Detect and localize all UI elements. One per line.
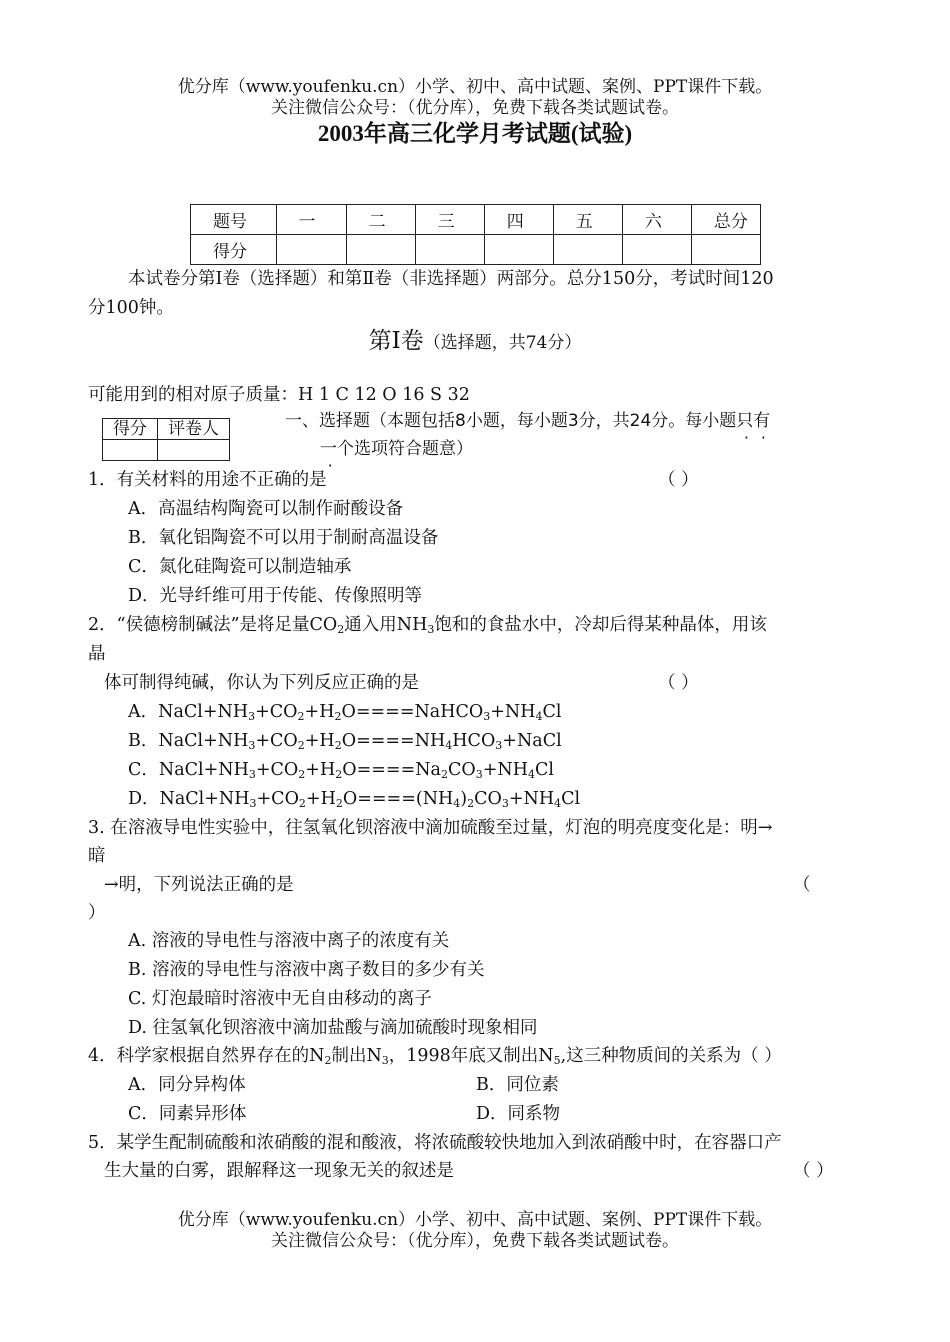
score-entry-cell[interactable] [415, 235, 484, 265]
formula-part: NaCl+NH [158, 731, 249, 751]
grader-score-entry[interactable] [103, 440, 158, 461]
header-line-1: 优分库（www.youfenku.cn）小学、初中、高中试题、案例、PPT课件下载。 [177, 77, 773, 97]
q4-stem-part: ，1998年底又制出N [388, 1046, 554, 1066]
subscript: 3 [248, 768, 256, 781]
subscript: 4 [453, 797, 461, 810]
option-label: B． [128, 731, 159, 751]
subscript: 2 [440, 768, 448, 781]
q2-stem-part: 2．“侯德榜制碱法”是将足量CO [88, 615, 338, 635]
formula-part: +H [304, 731, 335, 751]
subscript: 2 [297, 710, 305, 723]
score-entry-cell[interactable] [346, 235, 415, 265]
score-entry-cell[interactable] [276, 235, 346, 265]
equals-sign: ==== [357, 789, 416, 809]
q2-stem-part: 饱和的食盐水中，冷却后得某种晶体，用该 [434, 615, 767, 635]
subscript: 5 [553, 1054, 561, 1067]
q1-option-d: D．光导纤维可用于传能、传像照明等 [128, 586, 423, 606]
q2-stem-part: 通入用NH [344, 615, 428, 635]
q4-option-d: D．同系物 [476, 1104, 561, 1124]
q1-option-b: B．氧化铝陶瓷不可以用于制耐高温设备 [128, 528, 439, 548]
formula-part: +NaCl [502, 731, 562, 751]
subscript: 2 [467, 797, 475, 810]
footer-line-2: 关注微信公众号：（优分库），免费下载各类试题试卷。 [271, 1231, 679, 1251]
q4-option-a: A．同分异构体 [128, 1075, 246, 1095]
subscript: 2 [337, 623, 345, 636]
formula-part: (NH [415, 789, 454, 809]
intro-line-1: 本试卷分第Ⅰ卷（选择题）和第Ⅱ卷（非选择题）两部分。总分150分，考试时间120 [128, 269, 774, 289]
subscript: 2 [335, 797, 343, 810]
formula-part: +H [304, 702, 335, 722]
subscript: 3 [475, 768, 483, 781]
formula-part: O [342, 789, 358, 809]
formula-part: +H [305, 789, 336, 809]
formula-part: +CO [255, 760, 299, 780]
q2-option-b [128, 728, 562, 759]
formula-part: NaHCO [414, 702, 484, 722]
formula-part: NaCl+NH [158, 760, 249, 780]
q2-option-d [128, 786, 580, 817]
grader-score-label: 得分 [103, 419, 158, 440]
subscript: 4 [535, 710, 543, 723]
subscript: 2 [334, 710, 342, 723]
subscript: 2 [297, 739, 305, 752]
q3-option-c: C. 灯泡最暗时溶液中无自由移动的离子 [128, 989, 432, 1009]
q1-answer-paren[interactable]: （ ） [658, 470, 699, 490]
q5-stem: 5．某学生配制硫酸和浓硝酸的混和酸液，将浓硫酸较快地加入到浓硝酸中时，在容器口产 [88, 1133, 782, 1153]
subscript: 4 [445, 739, 453, 752]
subscript: 3 [249, 797, 257, 810]
subscript: 2 [298, 768, 306, 781]
q2-option-c [128, 757, 554, 788]
grader-name-entry[interactable] [158, 440, 230, 461]
score-table-cell: 总分 [691, 205, 760, 235]
page-title: 2003年高三化学月考试题(试验) [317, 121, 633, 146]
q2-stem-line-2: 体可制得纯碱，你认为下列反应正确的是 [104, 673, 419, 693]
q5-answer-paren[interactable]: （ ） [793, 1161, 834, 1181]
score-table-cell: 四 [484, 205, 553, 235]
formula-part: Na [415, 760, 441, 780]
q3-option-a: A. 溶液的导电性与溶液中离子的浓度有关 [128, 931, 450, 951]
subscript: 2 [335, 768, 343, 781]
q4-stem-part: 4．科学家根据自然界存在的N [88, 1046, 325, 1066]
formula-part: CO [474, 789, 502, 809]
q1-stem: 1．有关材料的用途不正确的是 [88, 470, 327, 490]
score-table [190, 204, 761, 265]
subscript: 3 [381, 1054, 389, 1067]
formula-part: O [341, 731, 357, 751]
score-entry-cell[interactable] [484, 235, 553, 265]
q3-option-d: D. 往氢氧化钡溶液中滴加盐酸与滴加硫酸时现象相同 [128, 1018, 538, 1038]
part1-heading-text: 一、选择题（本题包括8小题，每小题3分，共24分。每小题 [285, 411, 737, 431]
q2-stem [88, 612, 767, 643]
emphasis-have: 有 [753, 411, 771, 431]
score-table-cell: 五 [553, 205, 622, 235]
emphasis-one: 一 [320, 439, 337, 459]
score-table-cell: 六 [622, 205, 691, 235]
score-table-header-row [191, 205, 761, 235]
atomic-masses: 可能用到的相对原子质量：H 1 C 12 O 16 S 32 [88, 385, 470, 405]
subscript: 3 [501, 797, 509, 810]
formula-part: +CO [255, 702, 298, 722]
score-table-score-row [191, 235, 761, 265]
formula-part: +CO [256, 789, 299, 809]
section-title: 第Ⅰ卷 [368, 328, 424, 354]
q3-answer-paren-close[interactable]: ） [88, 903, 106, 923]
score-table-cell: 二 [346, 205, 415, 235]
formula-part: +H [305, 760, 336, 780]
score-entry-cell[interactable] [553, 235, 622, 265]
score-table-cell: 一 [276, 205, 346, 235]
formula-part: CO [447, 760, 476, 780]
formula-part: Cl [534, 760, 554, 780]
equals-sign: ==== [355, 702, 415, 722]
grader-name-label: 评卷人 [158, 419, 230, 440]
part1-heading-line-1 [285, 408, 770, 434]
subscript: 3 [495, 739, 503, 752]
emphasis-only: 只 [736, 411, 754, 431]
q3-answer-paren-open[interactable]: （ [793, 875, 811, 895]
equals-sign: ==== [356, 731, 415, 751]
section-heading [0, 326, 950, 358]
section-subtitle: （选择题，共74分） [423, 333, 582, 353]
formula-part: +NH [482, 760, 528, 780]
q4-stem-part: 制出N [331, 1046, 382, 1066]
subscript: 2 [334, 739, 342, 752]
formula-part: O [342, 760, 357, 780]
formula-part: +NH [508, 789, 555, 809]
q5-stem-line-2: 生大量的白雾，跟解释这一现象无关的叙述是 [104, 1161, 454, 1181]
formula-part: Cl [542, 702, 562, 722]
part1-heading-line-2 [320, 436, 473, 462]
formula-part: Cl [561, 789, 581, 809]
formula-part: +NH [490, 702, 536, 722]
subscript: 4 [554, 797, 562, 810]
option-label: C． [128, 760, 159, 780]
header-line-2: 关注微信公众号：（优分库），免费下载各类试题试卷。 [271, 98, 679, 118]
option-label: A． [128, 702, 159, 722]
q4-stem-part: ,这三种物质间的关系为（ ） [560, 1046, 782, 1066]
q2-stem-wrap: 晶 [88, 644, 106, 664]
formula-part: NaCl+NH [159, 789, 250, 809]
score-table-cell: 得分 [191, 235, 277, 265]
formula-part: HCO [452, 731, 496, 751]
grader-table [102, 418, 230, 461]
formula-part: NaCl+NH [158, 702, 249, 722]
intro-line-2: 分100钟。 [88, 298, 174, 318]
part1-heading-rest: 个选项符合题意） [337, 439, 473, 459]
q4-stem [88, 1043, 782, 1074]
subscript: 2 [324, 1054, 332, 1067]
q2-option-a [128, 699, 561, 730]
q1-option-c: C．氮化硅陶瓷可以制造轴承 [128, 557, 352, 577]
subscript: 3 [483, 710, 491, 723]
formula-part: ) [460, 789, 468, 809]
q3-stem-wrap: 暗 [88, 846, 106, 866]
option-label: D． [128, 789, 160, 809]
q4-option-b: B．同位素 [476, 1075, 559, 1095]
footer-line-1: 优分库（www.youfenku.cn）小学、初中、高中试题、案例、PPT课件下载。 [177, 1210, 773, 1230]
subscript: 3 [427, 623, 435, 636]
q3-stem-line-2: →明，下列说法正确的是 [104, 875, 294, 895]
q3-option-b: B. 溶液的导电性与溶液中离子数目的多少有关 [128, 960, 485, 980]
score-table-cell: 题号 [191, 205, 277, 235]
formula-part: +CO [255, 731, 298, 751]
score-entry-cell[interactable] [622, 235, 691, 265]
q2-answer-paren[interactable]: （ ） [658, 673, 699, 693]
subscript: 3 [248, 710, 256, 723]
formula-part: NH [414, 731, 446, 751]
subscript: 4 [527, 768, 535, 781]
q4-option-c: C．同素异形体 [128, 1104, 247, 1124]
equals-sign: ==== [356, 760, 416, 780]
q3-stem: 3. 在溶液导电性实验中，往氢氧化钡溶液中滴加硫酸至过量，灯泡的明亮度变化是：明→ [88, 818, 773, 838]
score-table-cell: 三 [415, 205, 484, 235]
formula-part: O [341, 702, 356, 722]
score-entry-cell[interactable] [691, 235, 760, 265]
subscript: 2 [298, 797, 306, 810]
subscript: 3 [248, 739, 256, 752]
q1-option-a: A．高温结构陶瓷可以制作耐酸设备 [128, 499, 404, 519]
